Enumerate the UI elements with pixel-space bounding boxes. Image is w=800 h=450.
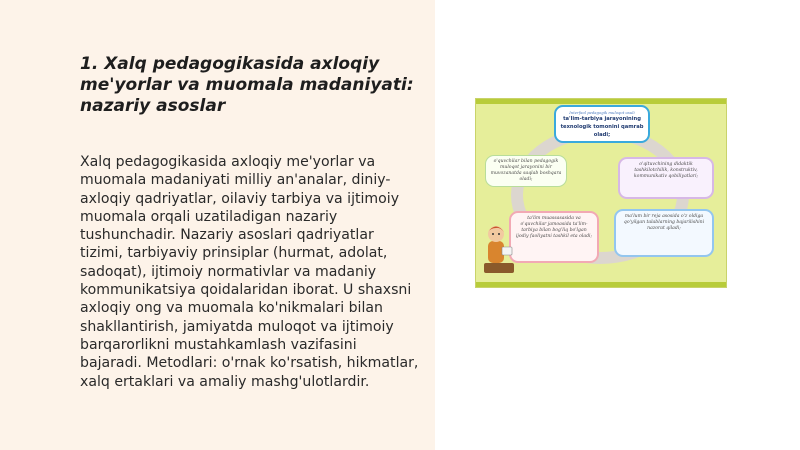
pedagogy-diagram-image xyxy=(475,98,727,288)
slide-body-text: Xalq pedagogikasida axloqiy me'yorlar va muomala madaniyati milliy an'analar, diniy-axloqiy qadriyatlar, oilaviy tarbiya va ijtimoiy muomala orqali uzatiladigan nazariy tushunchadir. Nazariy asoslari qadriyatlar tizimi, tarbiyaviy prinsiplar (hurmat, adolat, sadoqat), ijtimoiy normativlar va madaniy kommunikatsiya qoidalaridan iborat. U shaxsni axloqiy ong va muomala ko'nikmalari bilan shakllantirish, jamiyatda muloqot va ijtimoiy barqarorlikni mustahkamlash vazifasini bajaradi. Metodlari: o'rnak ko'rsatish, hikmatlar, xalq ertaklari va amaliy mashg'ulotlardir. xyxy=(80,154,419,390)
slide-title: 1. Xalq pedagogikasida axloqiy me'yorlar va muomala madaniyati: nazariy asoslar xyxy=(80,54,414,116)
bottom-stripe xyxy=(476,282,726,287)
diagram-bubble-bottom-left: ta'lim muassasasida va o'quvchilar jamoasida ta'lim-tarbiya bilan bog'liq bo'lgan ijodiy faoliyatni tashkil eta oladi; xyxy=(509,211,599,263)
diagram-bubble-bottom-right: ma'lum bir reja asosida o'z oldiga qo'yilgan talablarning bajarilishini nazorat qiladi; xyxy=(614,209,714,257)
teacher-figure-icon xyxy=(482,219,516,275)
diagram-bubble-top xyxy=(554,105,650,143)
top-stripe xyxy=(476,99,726,104)
bubble-top-text: ta'lim-tarbiya jarayonining texnologik tomonini qamrab oladi; xyxy=(560,116,644,138)
diagram-bubble-right: o'qituvchining didaktik tashkilotchilik, konstruktiv, kommunikativ qobiliyatlari; xyxy=(618,157,714,199)
diagram-bubble-left: o'quvchilar bilan pedagogik muloqot jarayonini bir muvozanatda saqlab boshqara oladi; xyxy=(485,155,567,187)
bubble-top-caption: Interfaol pedagogik muloqot usuli xyxy=(569,110,635,115)
